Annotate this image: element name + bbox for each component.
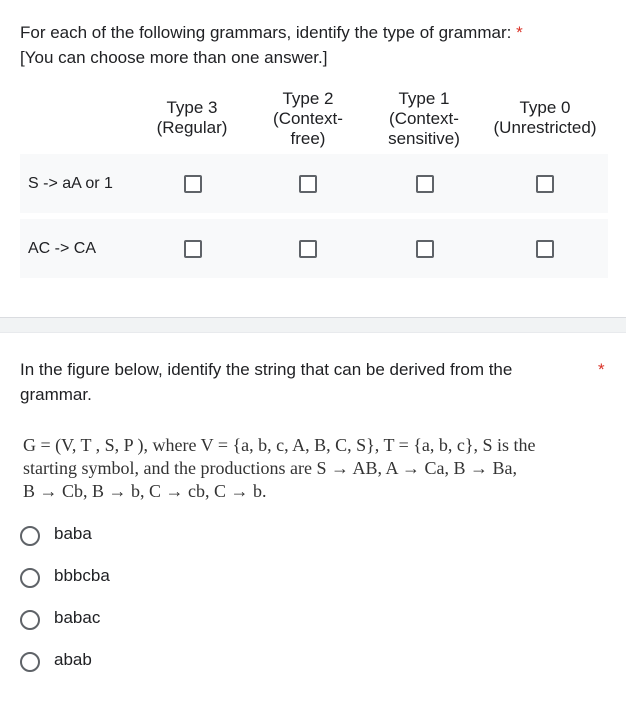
option-label: babac <box>54 608 101 627</box>
question-1-subtitle: [You can choose more than one answer.] <box>20 48 328 67</box>
checkbox-row1-type2[interactable] <box>299 175 317 193</box>
radio-button[interactable] <box>20 610 40 630</box>
column-header-line: Type 3 <box>166 98 218 117</box>
radio-button[interactable] <box>20 652 40 672</box>
column-header-type1 <box>374 89 474 149</box>
option-label: bbbcba <box>54 566 110 585</box>
column-header-line: (Regular) <box>156 118 228 137</box>
grammar-line-2: starting symbol, and the productions are S → AB, A → Ca, B → Ba, <box>23 458 517 478</box>
column-header-line: free) <box>290 129 326 148</box>
grammar-line-3: B → Cb, B → b, C → cb, C → b. <box>23 481 267 501</box>
column-header-line: sensitive) <box>388 129 460 148</box>
checkbox-row1-type0[interactable] <box>536 175 554 193</box>
column-header-line: (Unrestricted) <box>493 118 597 137</box>
grid-row-label: AC -> CA <box>28 240 97 257</box>
column-header-line: Type 1 <box>398 89 450 108</box>
question-2-title: In the figure below, identify the string that can be derived from the grammar. <box>20 360 513 404</box>
option-label: abab <box>54 650 92 669</box>
column-header-line: Type 2 <box>282 89 334 108</box>
column-header-line: (Context- <box>389 109 459 128</box>
grid-row-label: S -> aA or 1 <box>28 175 113 192</box>
radio-button[interactable] <box>20 526 40 546</box>
question-1-title <box>20 20 610 70</box>
column-header-type0 <box>484 98 606 138</box>
grammar-line-1: G = (V, T , S, P ), where V = {a, b, c, A, B, C, S}, T = {a, b, c}, S is the <box>23 435 536 455</box>
checkbox-row2-type3[interactable] <box>184 240 202 258</box>
required-asterisk: * <box>516 23 523 42</box>
required-asterisk: * <box>598 360 605 379</box>
checkbox-row1-type1[interactable] <box>416 175 434 193</box>
grammar-definition <box>23 434 613 503</box>
checkbox-row2-type2[interactable] <box>299 240 317 258</box>
question-1-text: For each of the following grammars, identify the type of grammar: <box>20 23 512 42</box>
radio-button[interactable] <box>20 568 40 588</box>
column-header-type2 <box>262 89 354 149</box>
section-divider <box>0 317 626 333</box>
column-header-line: (Context- <box>273 109 343 128</box>
checkbox-row2-type0[interactable] <box>536 240 554 258</box>
column-header-type3 <box>146 98 238 138</box>
checkbox-row2-type1[interactable] <box>416 240 434 258</box>
grid-row-2 <box>20 219 608 278</box>
column-header-line: Type 0 <box>519 98 571 117</box>
grid-row-1 <box>20 154 608 213</box>
option-label: baba <box>54 524 92 543</box>
checkbox-row1-type3[interactable] <box>184 175 202 193</box>
